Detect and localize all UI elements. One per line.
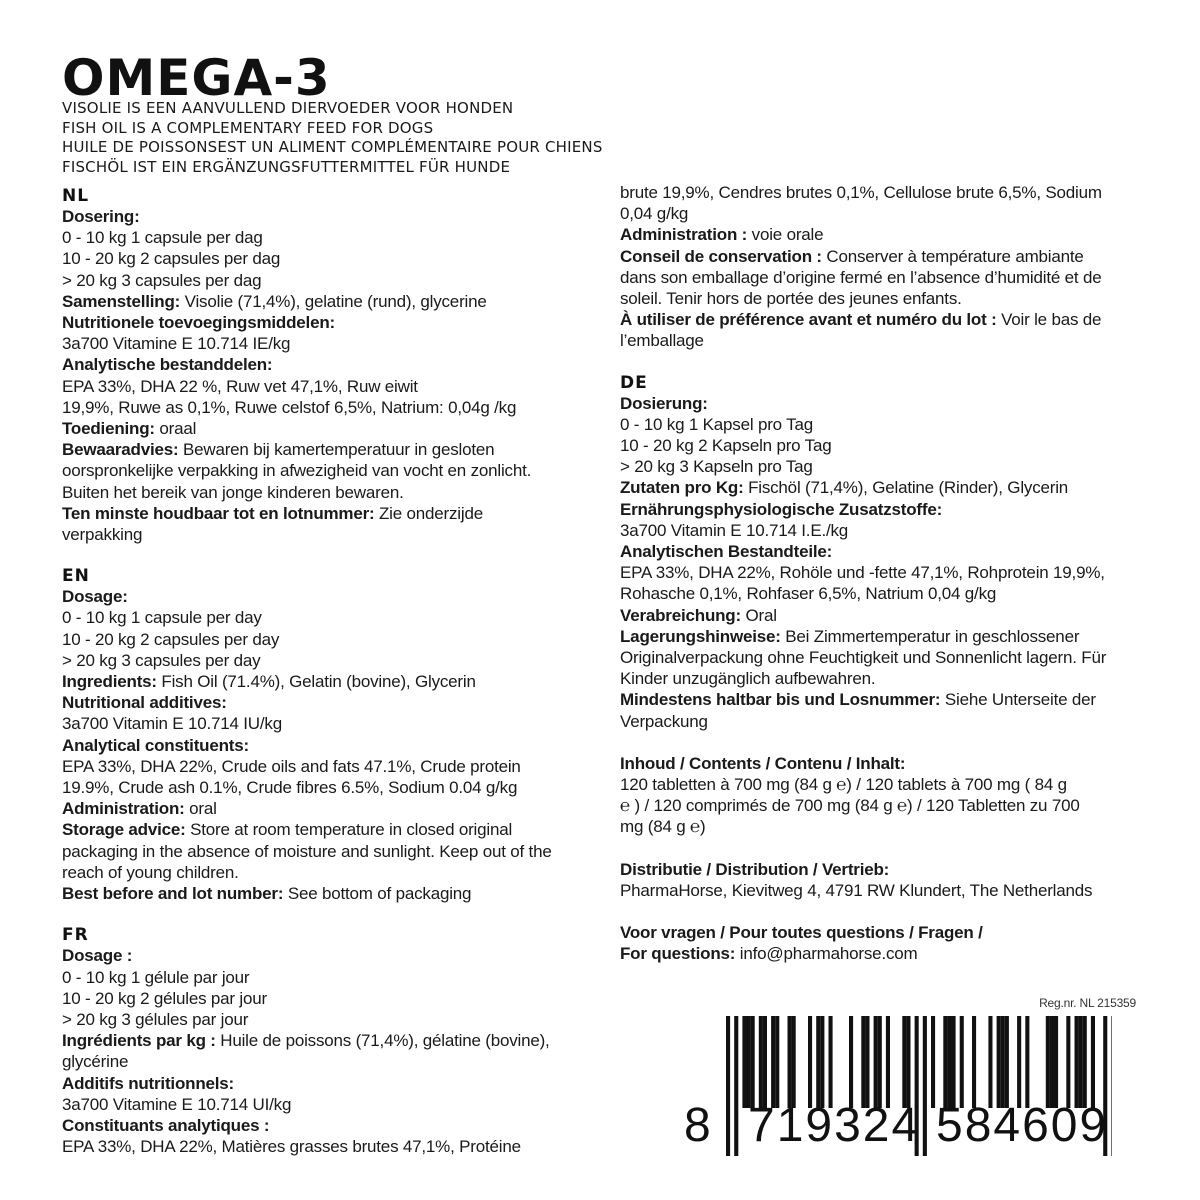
en-additives-value: 3a700 Vitamin E 10.714 IU/kg bbox=[62, 714, 282, 734]
barcode-bar bbox=[771, 1016, 775, 1108]
nl-additives-label: Nutritionele toevoegingsmiddelen: bbox=[62, 313, 335, 333]
nl-tht-label: Ten minste houdbaar tot en lotnummer: bbox=[62, 503, 375, 523]
de-best-line-2: Verpackung bbox=[620, 711, 708, 731]
section-spacer bbox=[620, 901, 1140, 922]
de-best-line-1: Siehe Unterseite der bbox=[940, 690, 1096, 710]
distribution-address: PharmaHorse, Kievitweg 4, 4791 RW Klundert, The Netherlands bbox=[620, 880, 1093, 900]
barcode-bar bbox=[775, 1016, 779, 1108]
contents-line-1: 120 tabletten à 700 mg (84 g ℮) / 120 tablets à 700 mg ( 84 g bbox=[620, 775, 1067, 795]
section-distribution bbox=[620, 859, 1140, 901]
barcode-bar bbox=[788, 1016, 792, 1108]
subtitle-en: FISH OIL IS A COMPLEMENTARY FEED FOR DOGS bbox=[62, 118, 434, 137]
de-dose-1: 0 - 10 kg 1 Kapsel pro Tag bbox=[620, 414, 813, 434]
de-dose-3: > 20 kg 3 Kapseln pro Tag bbox=[620, 457, 813, 477]
fr-administration bbox=[620, 224, 1140, 245]
nl-additives-value: 3a700 Vitamine E 10.714 IE/kg bbox=[62, 334, 291, 354]
barcode-bar bbox=[952, 1016, 956, 1108]
en-admin-label: Administration: bbox=[62, 799, 185, 819]
barcode-bar bbox=[1046, 1016, 1050, 1108]
barcode-bar bbox=[988, 1016, 992, 1108]
en-best-value: See bottom of packaging bbox=[283, 884, 472, 904]
contents-line-3: mg (84 g ℮) bbox=[620, 817, 706, 837]
contents-label: Inhoud / Contents / Contenu / Inhalt: bbox=[620, 753, 906, 773]
de-ingredients-label: Zutaten pro Kg: bbox=[620, 478, 744, 498]
de-admin-value: Oral bbox=[740, 605, 777, 625]
barcode-bar bbox=[1005, 1016, 1009, 1108]
de-storage-line-1: Bei Zimmertemperatur in geschlossener bbox=[780, 626, 1080, 646]
nl-toediening bbox=[62, 418, 592, 439]
en-analytical-label: Analytical constituents: bbox=[62, 735, 249, 755]
fr-conservation-line-2: dans son emballage d’origine fermé en l’absence d’humidité et de bbox=[620, 267, 1102, 287]
barcode-bar bbox=[1001, 1016, 1005, 1108]
en-ingredients-label: Ingredients: bbox=[62, 672, 157, 692]
fr-conservation-line-1: Conserver à température ambiante bbox=[821, 246, 1084, 266]
fr-analytical-label: Constituants analytiques : bbox=[62, 1115, 270, 1135]
lang-code-nl: NL bbox=[62, 186, 90, 206]
fr-dose-2: 10 - 20 kg 2 gélules par jour bbox=[62, 988, 267, 1008]
barcode-bar bbox=[742, 1016, 746, 1108]
de-admin-label: Verabreichung: bbox=[620, 605, 741, 625]
section-spacer bbox=[620, 838, 1140, 859]
barcode-bar bbox=[1017, 1016, 1021, 1108]
barcode-bar bbox=[1083, 1016, 1087, 1108]
barcode-left-group: 719324 bbox=[748, 1099, 921, 1152]
section-nl bbox=[62, 186, 592, 545]
nl-bewaaradvies bbox=[62, 439, 592, 460]
en-ingredients-value: Fish Oil (71.4%), Gelatin (bovine), Glycerin bbox=[156, 672, 476, 692]
de-ingredients bbox=[620, 477, 1140, 498]
barcode-bar bbox=[829, 1016, 833, 1108]
left-column bbox=[62, 186, 592, 1157]
questions-label-1: Voor vragen / Pour toutes questions / Fragen / bbox=[620, 923, 983, 943]
nl-analytical-line-1: EPA 33%, DHA 22 %, Ruw vet 47,1%, Ruw eiwit bbox=[62, 376, 418, 396]
barcode-bar bbox=[1079, 1016, 1083, 1108]
de-analytical-line-1: EPA 33%, DHA 22%, Rohöle und -fette 47,1%, Rohprotein 19,9%, bbox=[620, 563, 1105, 583]
barcode-guard-bar bbox=[726, 1016, 730, 1156]
barcode-bar bbox=[874, 1016, 878, 1108]
questions-label-2: For questions: bbox=[620, 944, 736, 964]
fr-additives-value: 3a700 Vitamine E 10.714 UI/kg bbox=[62, 1094, 292, 1114]
barcode-bar bbox=[816, 1016, 820, 1108]
section-en bbox=[62, 566, 592, 904]
barcode-guard-bar bbox=[1111, 1016, 1112, 1156]
de-additives-label: Ernährungsphysiologische Zusatzstoffe: bbox=[620, 499, 943, 519]
en-dose-2: 10 - 20 kg 2 capsules per day bbox=[62, 629, 280, 649]
lang-code-en: EN bbox=[62, 566, 90, 587]
lang-code-de: DE bbox=[620, 372, 648, 393]
nl-samenstelling-value: Visolie (71,4%), gelatine (rund), glycerine bbox=[180, 291, 487, 311]
section-de bbox=[620, 373, 1140, 732]
nl-dosering-label: Dosering: bbox=[62, 207, 140, 226]
nl-dose-1: 0 - 10 kg 1 capsule per dag bbox=[62, 228, 263, 248]
fr-admin-value: voie orale bbox=[747, 225, 824, 245]
fr-dosage-label: Dosage : bbox=[62, 946, 133, 966]
barcode-bar bbox=[820, 1016, 824, 1108]
barcode-bar bbox=[997, 1016, 1001, 1108]
en-administration bbox=[62, 798, 592, 819]
en-dose-1: 0 - 10 kg 1 capsule per day bbox=[62, 608, 262, 628]
barcode-bar bbox=[1054, 1016, 1058, 1108]
fr-best-before bbox=[620, 309, 1140, 330]
barcode-bar bbox=[1075, 1016, 1079, 1108]
section-contents bbox=[620, 753, 1140, 838]
section-fr-part-2 bbox=[620, 182, 1140, 352]
fr-analytical-line-1: EPA 33%, DHA 22%, Matières grasses brutes 47,1%, Protéine bbox=[62, 1137, 521, 1157]
nl-tht bbox=[62, 503, 592, 524]
de-storage bbox=[620, 626, 1140, 647]
barcode-bar bbox=[763, 1016, 767, 1108]
fr-additives-label: Additifs nutritionnels: bbox=[62, 1073, 234, 1093]
barcode-bar bbox=[906, 1016, 910, 1108]
fr-ingredients bbox=[62, 1030, 592, 1051]
de-additives-value: 3a700 Vitamin E 10.714 I.E./kg bbox=[620, 520, 849, 540]
de-best-before bbox=[620, 689, 1140, 710]
fr-dose-1: 0 - 10 kg 1 gélule par jour bbox=[62, 967, 250, 987]
en-ingredients bbox=[62, 671, 592, 692]
de-analytical-label: Analytischen Bestandteile: bbox=[620, 542, 833, 562]
en-storage-label: Storage advice: bbox=[62, 820, 186, 840]
section-spacer bbox=[620, 732, 1140, 753]
barcode-bar bbox=[747, 1016, 751, 1108]
en-analytical-line-1: EPA 33%, DHA 22%, Crude oils and fats 47.1%, Crude protein bbox=[62, 756, 521, 776]
nl-analytical-line-2: 19,9%, Ruwe as 0,1%, Ruwe celstof 6,5%, Natrium: 0,04g /kg bbox=[62, 397, 517, 417]
en-storage-line-3: reach of young children. bbox=[62, 862, 239, 882]
nl-dose-3: > 20 kg 3 capsules per dag bbox=[62, 270, 262, 290]
fr-ingredients-line-1: Huile de poissons (71,4%), gélatine (bovine), bbox=[215, 1031, 550, 1051]
nl-samenstelling bbox=[62, 291, 592, 312]
en-storage bbox=[62, 819, 592, 840]
en-dosage-label: Dosage: bbox=[62, 587, 128, 607]
barcode-bar bbox=[878, 1016, 882, 1108]
fr-admin-label: Administration : bbox=[620, 225, 748, 245]
fr-best-label: À utiliser de préférence avant et numéro du lot : bbox=[620, 310, 997, 330]
barcode-bar bbox=[759, 1016, 763, 1108]
de-storage-line-2: Originalverpackung ohne Feuchtigkeit und Sonnenlicht lagern. Für bbox=[620, 648, 1107, 668]
nl-bewaar-line-1: Bewaren bij kamertemperatuur in gesloten bbox=[178, 440, 495, 460]
product-subtitles bbox=[62, 99, 782, 177]
nl-tht-line-2: verpakking bbox=[62, 525, 143, 545]
right-column bbox=[620, 182, 1140, 965]
fr-dose-3: > 20 kg 3 gélules par jour bbox=[62, 1009, 249, 1029]
barcode-bar bbox=[947, 1016, 951, 1108]
en-storage-line-2: packaging in the absence of moisture and sunlight. Keep out of the bbox=[62, 841, 552, 861]
de-dose-2: 10 - 20 kg 2 Kapseln pro Tag bbox=[620, 436, 832, 456]
barcode-block bbox=[682, 996, 1142, 1160]
de-storage-label: Lagerungshinweise: bbox=[620, 626, 781, 646]
distribution-label: Distributie / Distribution / Vertrieb: bbox=[620, 859, 890, 879]
fr-conservation bbox=[620, 246, 1140, 267]
barcode-bar bbox=[943, 1016, 947, 1108]
questions-email: info@pharmahorse.com bbox=[735, 944, 918, 964]
en-best-label: Best before and lot number: bbox=[62, 884, 284, 904]
barcode-bar bbox=[808, 1016, 812, 1108]
en-analytical-line-2: 19.9%, Crude ash 0.1%, Crude fibres 6.5%, Sodium 0.04 g/kg bbox=[62, 778, 518, 798]
nl-bewaar-line-3: Buiten het bereik van jonge kinderen bewaren. bbox=[62, 482, 404, 502]
fr-ingredients-line-2: glycérine bbox=[62, 1052, 129, 1072]
en-additives-label: Nutritional additives: bbox=[62, 693, 227, 713]
fr-analytical-line-2: brute 19,9%, Cendres brutes 0,1%, Cellulose brute 6,5%, Sodium bbox=[620, 183, 1102, 202]
subtitle-de: FISCHÖL IST EIN ERGÄNZUNGSFUTTERMITTEL FÜR HUNDE bbox=[62, 157, 511, 176]
barcode-guard-bar bbox=[923, 1016, 927, 1156]
contents-line-2: ℮ ) / 120 comprimés de 700 mg (84 g ℮) / 120 Tabletten zu 700 bbox=[620, 796, 1080, 816]
barcode-guard-bar bbox=[734, 1016, 738, 1156]
nl-toediening-value: oraal bbox=[154, 419, 197, 439]
barcode-bar bbox=[1066, 1016, 1070, 1108]
nl-toediening-label: Toediening: bbox=[62, 419, 155, 439]
fr-ingredients-label: Ingrédients par kg : bbox=[62, 1031, 216, 1051]
subtitle-nl: VISOLIE IS EEN AANVULLEND DIERVOEDER VOOR HONDEN bbox=[62, 99, 514, 117]
nl-dose-2: 10 - 20 kg 2 capsules per dag bbox=[62, 249, 281, 269]
en-best-before bbox=[62, 883, 592, 904]
nl-analytical-label: Analytische bestanddelen: bbox=[62, 355, 273, 375]
barcode-bar bbox=[960, 1016, 964, 1108]
section-questions bbox=[620, 922, 1140, 964]
fr-best-line-2: l’emballage bbox=[620, 331, 704, 351]
barcode-bar bbox=[849, 1016, 853, 1108]
section-spacer bbox=[62, 545, 592, 566]
barcode-bar bbox=[1025, 1016, 1029, 1108]
barcode-bar bbox=[792, 1016, 796, 1108]
barcode-bar bbox=[1091, 1016, 1095, 1108]
barcode-bar bbox=[751, 1016, 755, 1108]
de-best-label: Mindestens haltbar bis und Losnummer: bbox=[620, 690, 941, 710]
barcode-bar bbox=[865, 1016, 869, 1108]
fr-analytical-line-3: 0,04 g/kg bbox=[620, 204, 689, 224]
fr-conservation-line-3: soleil. Tenir hors de portée des jeunes enfants. bbox=[620, 289, 962, 309]
subtitle-fr: HUILE DE POISSONSEST UN ALIMENT COMPLÉMENTAIRE POUR CHIENS bbox=[62, 138, 603, 156]
en-storage-line-1: Store at room temperature in closed original bbox=[185, 820, 513, 840]
de-dosage-label: Dosierung: bbox=[620, 393, 708, 413]
barcode-bar bbox=[886, 1016, 890, 1108]
section-fr-part-1 bbox=[62, 925, 592, 1157]
de-administration bbox=[620, 605, 1140, 626]
fr-conservation-label: Conseil de conservation : bbox=[620, 246, 822, 266]
section-spacer bbox=[62, 904, 592, 925]
nl-bewaar-label: Bewaaradvies: bbox=[62, 440, 179, 460]
section-spacer bbox=[620, 352, 1140, 373]
en-admin-value: oral bbox=[184, 799, 217, 819]
de-analytical-line-2: Rohasche 0,1%, Rohfaser 6,5%, Natrium 0,04 g/kg bbox=[620, 584, 997, 604]
barcode-bar bbox=[1050, 1016, 1054, 1108]
barcode-bar bbox=[931, 1016, 935, 1108]
registration-number: Reg.nr. NL 215359 bbox=[1039, 996, 1136, 1010]
de-ingredients-value: Fischöl (71,4%), Gelatine (Rinder), Glycerin bbox=[743, 478, 1069, 498]
nl-bewaar-line-2: oorspronkelijke verpakking in afwezigheid van vocht en zonlicht. bbox=[62, 461, 532, 481]
barcode-bar bbox=[972, 1016, 976, 1108]
barcode-first-digit: 8 bbox=[684, 1099, 711, 1152]
barcode-bar bbox=[861, 1016, 865, 1108]
nl-tht-line-1: Zie onderzijde bbox=[374, 503, 483, 523]
lang-code-fr: FR bbox=[62, 925, 89, 946]
fr-best-line-1: Voir le bas de bbox=[996, 310, 1102, 330]
de-storage-line-3: Kinder unzugänglich aufbewahren. bbox=[620, 669, 876, 689]
barcode-right-group: 584609 bbox=[936, 1099, 1109, 1152]
nl-samenstelling-label: Samenstelling: bbox=[62, 291, 181, 311]
questions-contact bbox=[620, 943, 1140, 964]
product-title: OMEGA-3 bbox=[62, 49, 331, 107]
en-dose-3: > 20 kg 3 capsules per day bbox=[62, 650, 261, 670]
barcode-bar bbox=[902, 1016, 906, 1108]
